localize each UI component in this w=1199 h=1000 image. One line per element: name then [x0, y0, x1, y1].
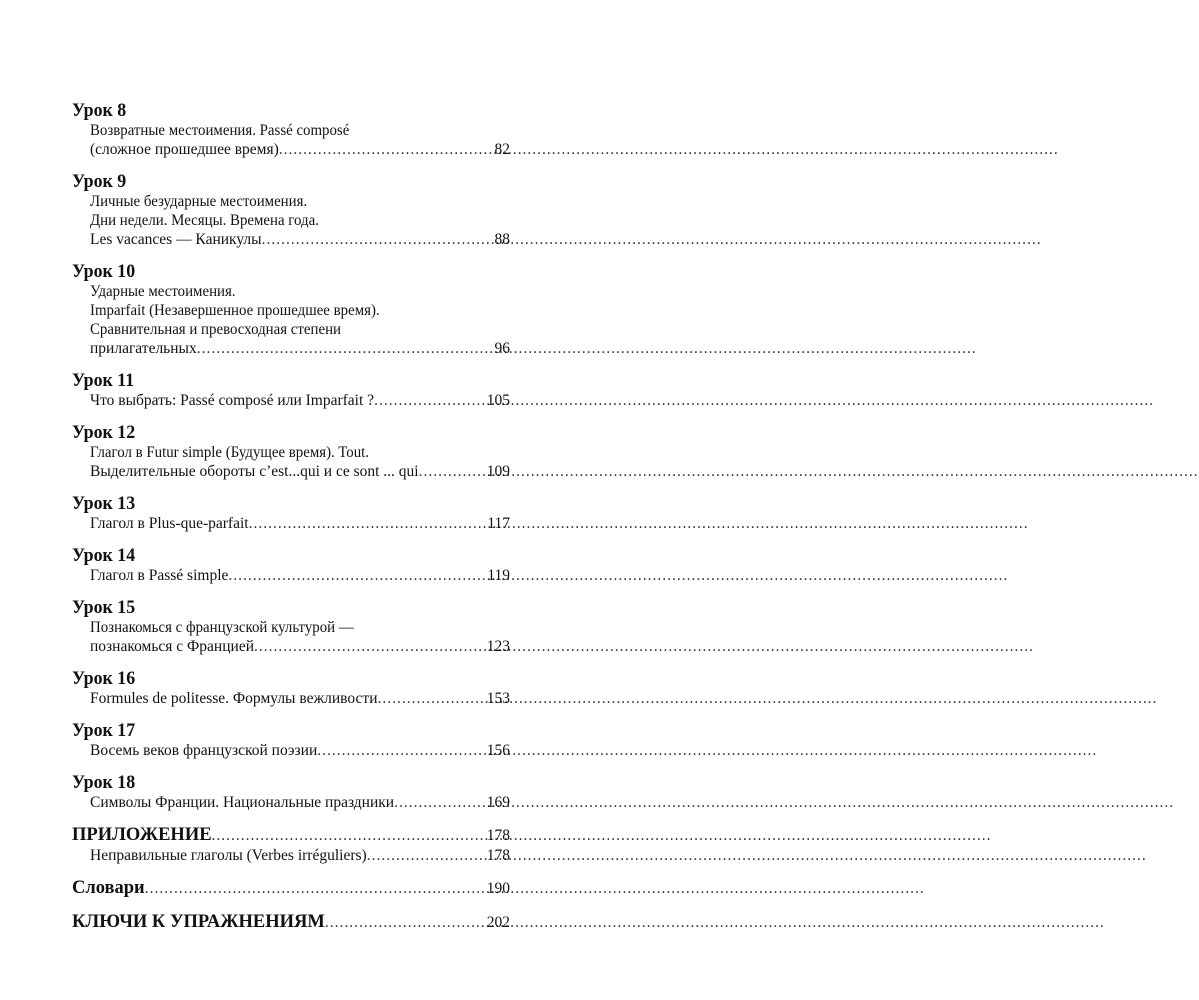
appendix-entry	[72, 824, 510, 846]
table-of-contents	[72, 100, 510, 945]
lesson-line: Ударные местоимения.	[90, 283, 236, 300]
page-number: 156	[486, 742, 510, 759]
dot-leader	[317, 741, 484, 760]
entry-text: познакомься с Францией	[90, 638, 254, 655]
page-number: 117	[487, 515, 510, 532]
lesson-title: Урок 9	[72, 171, 127, 192]
page-number: 202	[486, 914, 510, 931]
toc-entry	[90, 566, 510, 585]
toc-entry	[90, 514, 510, 533]
lesson-title: Урок 18	[72, 772, 136, 793]
lesson-15	[72, 597, 510, 656]
lesson-title: Урок 17	[72, 720, 136, 741]
lesson-17	[72, 720, 510, 760]
dot-leader	[279, 140, 492, 159]
keys-entry	[72, 911, 510, 933]
entry-text: Formules de politesse. Формулы вежливости	[90, 690, 378, 707]
dot-leader	[249, 514, 485, 533]
page-number: 153	[486, 690, 510, 707]
lesson-line: Глагол в Futur simple (Будущее время). Tout.	[90, 444, 370, 461]
page-number: 178	[486, 827, 510, 844]
toc-entry	[90, 846, 510, 865]
dot-leader	[212, 827, 484, 845]
dot-leader	[145, 880, 484, 898]
dot-leader	[394, 793, 484, 812]
appendix-section	[72, 824, 510, 865]
lesson-title: Урок 16	[72, 668, 136, 689]
lesson-12	[72, 422, 510, 481]
toc-entry	[90, 391, 510, 410]
lesson-line: Дни недели. Месяцы. Времена года.	[90, 212, 319, 229]
lesson-11	[72, 370, 510, 410]
entry-text: Что выбрать: Passé composé или Imparfait ?	[90, 392, 375, 409]
entry-text: Глагол в Plus-que-parfait	[90, 515, 249, 532]
lesson-9	[72, 171, 510, 249]
dot-leader	[197, 339, 492, 358]
entry-text: Les vacances — Каникулы	[90, 231, 262, 248]
dot-leader	[325, 914, 484, 932]
lesson-line: Возвратные местоимения. Passé composé	[90, 122, 350, 139]
toc-entry	[90, 140, 510, 159]
lesson-8	[72, 100, 510, 159]
dictionaries-entry	[72, 877, 510, 899]
dot-leader	[377, 689, 483, 708]
toc-entry	[90, 339, 510, 358]
toc-entry	[90, 741, 510, 760]
lesson-14	[72, 545, 510, 585]
page-number: 88	[494, 231, 510, 248]
lesson-title: Урок 14	[72, 545, 136, 566]
dot-leader	[254, 637, 484, 656]
dictionaries-title: Словари	[72, 878, 145, 898]
entry-text: (сложное прошедшее время)	[90, 141, 279, 158]
page-number: 169	[486, 794, 510, 811]
dot-leader	[367, 846, 484, 865]
toc-entry	[90, 793, 510, 812]
lesson-title: Урок 8	[72, 100, 127, 121]
lesson-13	[72, 493, 510, 533]
toc-entry	[90, 689, 510, 708]
page-number: 82	[494, 141, 510, 158]
dot-leader	[419, 462, 484, 481]
keys-title: КЛЮЧИ К УПРАЖНЕНИЯМ	[72, 912, 325, 932]
lesson-title: Урок 10	[72, 261, 136, 282]
page-number: 119	[487, 567, 510, 584]
lesson-10	[72, 261, 510, 358]
dictionaries-section	[72, 877, 510, 899]
entry-text: прилагательных	[90, 340, 197, 357]
keys-section	[72, 911, 510, 933]
lesson-line: Личные безударные местоимения.	[90, 193, 308, 210]
entry-text: Символы Франции. Национальные праздники	[90, 794, 395, 811]
lesson-title: Урок 15	[72, 597, 136, 618]
entry-text: Выделительные обороты c’est...qui и ce sont ... qui	[90, 463, 419, 480]
lesson-title: Урок 13	[72, 493, 136, 514]
page-number: 109	[486, 463, 510, 480]
lesson-line: Imparfait (Незавершенное прошедшее время).	[90, 302, 380, 319]
page-number: 96	[494, 340, 510, 357]
page-number: 178	[486, 847, 510, 864]
lesson-line: Познакомься с французской культурой —	[90, 619, 354, 636]
lesson-title: Урок 11	[72, 370, 135, 391]
entry-text: Восемь веков французской поэзии	[90, 742, 318, 759]
dot-leader	[228, 566, 484, 585]
entry-text: Глагол в Passé simple	[90, 567, 229, 584]
toc-entry	[90, 230, 510, 249]
page-number: 123	[486, 638, 510, 655]
lesson-title: Урок 12	[72, 422, 136, 443]
lesson-16	[72, 668, 510, 708]
appendix-title: ПРИЛОЖЕНИЕ	[72, 825, 212, 845]
toc-entry	[90, 637, 510, 656]
toc-entry	[90, 462, 510, 481]
dot-leader	[262, 230, 492, 249]
lesson-18	[72, 772, 510, 812]
dot-leader	[374, 391, 484, 410]
page-number: 105	[486, 392, 510, 409]
page-number: 190	[486, 880, 510, 897]
entry-text: Неправильные глаголы (Verbes irréguliers)	[90, 847, 367, 864]
lesson-line: Сравнительная и превосходная степени	[90, 321, 342, 338]
